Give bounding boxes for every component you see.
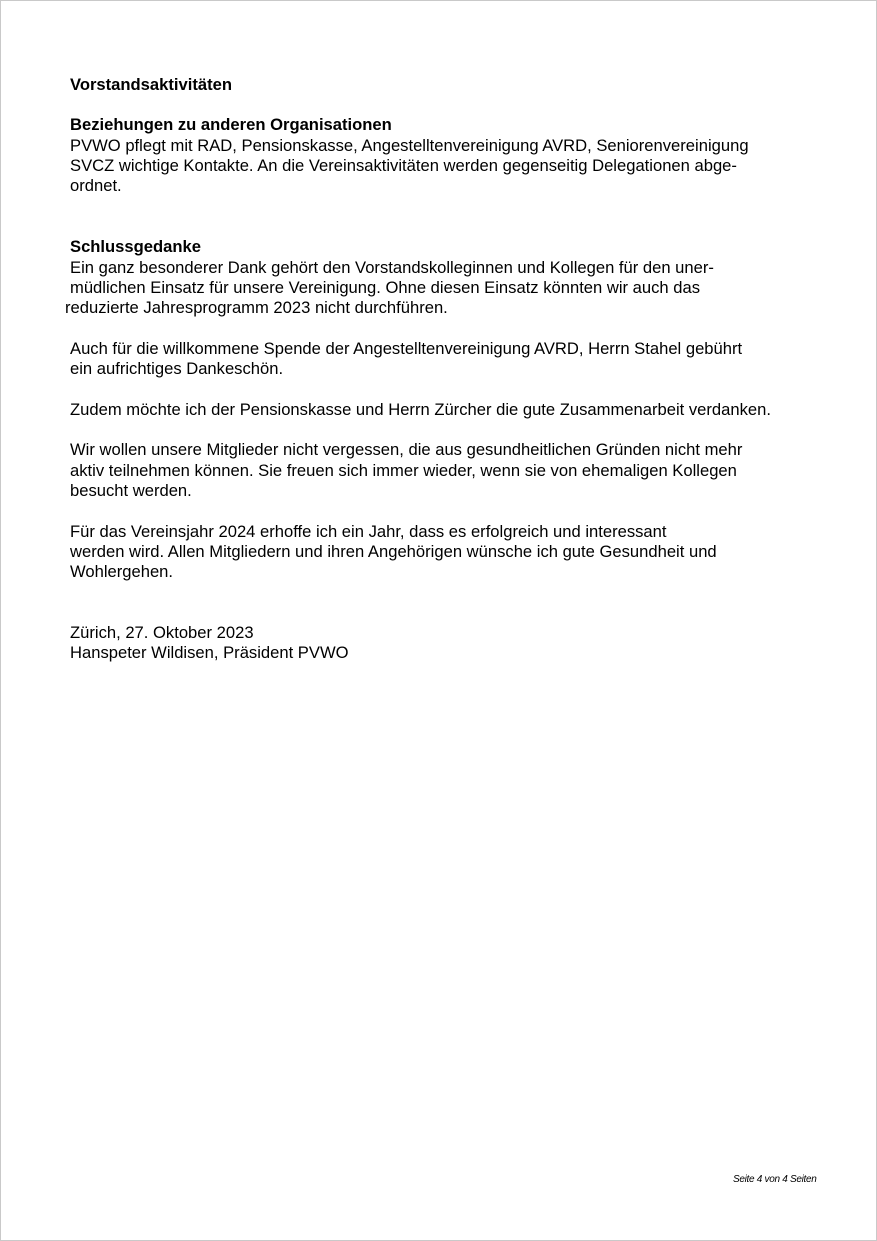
paragraph-line: werden wird. Allen Mitgliedern und ihren Angehörigen wünsche ich gute Gesundheit und	[70, 542, 717, 561]
paragraph-line: aktiv teilnehmen können. Sie freuen sich immer wieder, wenn sie von ehemaligen Kollegen	[70, 461, 737, 480]
signature-place-date: Zürich, 27. Oktober 2023	[70, 623, 254, 642]
signature-name: Hanspeter Wildisen, Präsident PVWO	[70, 643, 349, 662]
paragraph-line: reduzierte Jahresprogramm 2023 nicht durchführen.	[65, 298, 448, 317]
paragraph-line: Wohlergehen.	[70, 562, 174, 581]
section-title-schlussgedanke: Schlussgedanke	[70, 237, 201, 256]
paragraph-line: müdlichen Einsatz für unsere Vereinigung. Ohne diesen Einsatz könnten wir auch das	[70, 278, 701, 297]
page-number-footer: Seite 4 von 4 Seiten	[733, 1174, 817, 1185]
paragraph-line: Zudem möchte ich der Pensionskasse und Herrn Zürcher die gute Zusammenarbeit verdanken.	[70, 400, 771, 419]
section-text-line: PVWO pflegt mit RAD, Pensionskasse, Angestelltenvereinigung AVRD, Seniorenvereinigung	[70, 136, 749, 155]
paragraph-line: Ein ganz besonderer Dank gehört den Vorstandskolleginnen und Kollegen für den uner-	[70, 258, 714, 277]
section-title-organisations: Beziehungen zu anderen Organisationen	[70, 115, 392, 134]
paragraph-line: besucht werden.	[70, 481, 192, 500]
paragraph-line: Auch für die willkommene Spende der Angestelltenvereinigung AVRD, Herrn Stahel gebührt	[70, 339, 743, 358]
paragraph-line: Für das Vereinsjahr 2024 erhoffe ich ein Jahr, dass es erfolgreich und interessant	[70, 522, 667, 541]
paragraph-line: Wir wollen unsere Mitglieder nicht vergessen, die aus gesundheitlichen Gründen nicht mehr	[70, 440, 743, 459]
paragraph-line: ein aufrichtiges Dankeschön.	[70, 359, 284, 378]
section-text-line: ordnet.	[70, 176, 122, 195]
section-text-line: SVCZ wichtige Kontakte. An die Vereinsaktivitäten werden gegenseitig Delegationen abge-	[70, 156, 737, 175]
page-heading: Vorstandsaktivitäten	[70, 75, 232, 94]
